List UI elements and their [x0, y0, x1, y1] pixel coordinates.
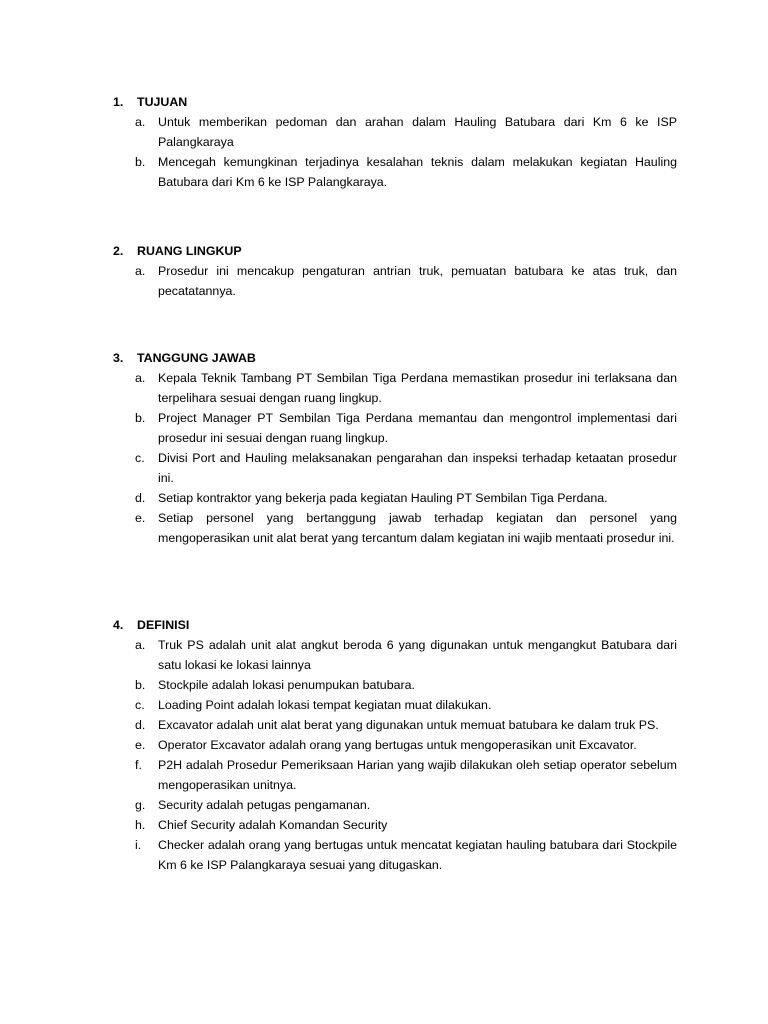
- item-letter: a.: [135, 638, 146, 652]
- list-item: [135, 448, 677, 488]
- item-letter: b.: [135, 155, 146, 169]
- item-letter: i.: [135, 838, 142, 852]
- section-title: TUJUAN: [137, 95, 188, 109]
- section-title: DEFINISI: [137, 618, 190, 632]
- item-letter: e.: [135, 511, 146, 525]
- list-item: [135, 735, 677, 755]
- section-items: [113, 261, 677, 301]
- section-items: [113, 112, 677, 192]
- item-text: Mencegah kemungkinan terjadinya kesalahan teknis dalam melakukan kegiatan Hauling Batubara dari Km 6 ke ISP Palangkaraya.: [158, 155, 677, 189]
- item-letter: c.: [135, 451, 145, 465]
- section-heading: [113, 92, 677, 112]
- list-item: [135, 835, 677, 875]
- item-text: Excavator adalah unit alat berat yang digunakan untuk memuat batubara ke dalam truk PS.: [158, 718, 659, 732]
- item-text: Loading Point adalah lokasi tempat kegiatan muat dilakukan.: [158, 698, 492, 712]
- item-letter: a.: [135, 115, 146, 129]
- item-letter: d.: [135, 491, 146, 505]
- list-item: [135, 261, 677, 301]
- section-tujuan: [113, 92, 677, 192]
- section-number: 4.: [113, 618, 124, 632]
- item-text: P2H adalah Prosedur Pemeriksaan Harian yang wajib dilakukan oleh setiap operator sebelum mengoperasikan unitnya.: [158, 758, 677, 792]
- item-letter: e.: [135, 738, 146, 752]
- list-item: [135, 675, 677, 695]
- section-title: TANGGUNG JAWAB: [137, 351, 256, 365]
- list-item: [135, 715, 677, 735]
- item-text: Kepala Teknik Tambang PT Sembilan Tiga Perdana memastikan prosedur ini terlaksana dan terpelihara sesuai dengan ruang lingkup.: [158, 371, 677, 405]
- item-letter: b.: [135, 678, 146, 692]
- item-letter: d.: [135, 718, 146, 732]
- list-item: [135, 755, 677, 795]
- item-text: Checker adalah orang yang bertugas untuk mencatat kegiatan hauling batubara dari Stockpile Km 6 ke ISP Palangkaraya sesuai yang ditugaskan.: [158, 838, 677, 872]
- section-tanggung-jawab: [113, 348, 677, 548]
- section-definisi: [113, 615, 677, 875]
- item-text: Divisi Port and Hauling melaksanakan pengarahan dan inspeksi terhadap ketaatan prosedur ini.: [158, 451, 677, 485]
- list-item: [135, 408, 677, 448]
- list-item: [135, 815, 677, 835]
- section-number: 1.: [113, 95, 124, 109]
- list-item: [135, 368, 677, 408]
- list-item: [135, 695, 677, 715]
- item-letter: g.: [135, 798, 146, 812]
- item-text: Untuk memberikan pedoman dan arahan dalam Hauling Batubara dari Km 6 ke ISP Palangkaraya: [158, 115, 677, 149]
- section-title: RUANG LINGKUP: [137, 244, 242, 258]
- list-item: [135, 635, 677, 675]
- item-letter: h.: [135, 818, 146, 832]
- item-letter: c.: [135, 698, 145, 712]
- section-ruang-lingkup: [113, 241, 677, 301]
- section-heading: [113, 241, 677, 261]
- list-item: [135, 112, 677, 152]
- item-text: Operator Excavator adalah orang yang bertugas untuk mengoperasikan unit Excavator.: [158, 738, 637, 752]
- section-items: [113, 368, 677, 548]
- item-text: Stockpile adalah lokasi penumpukan batubara.: [158, 678, 415, 692]
- list-item: [135, 152, 677, 192]
- item-text: Prosedur ini mencakup pengaturan antrian truk, pemuatan batubara ke atas truk, dan pecatatannya.: [158, 264, 677, 298]
- item-text: Setiap personel yang bertanggung jawab terhadap kegiatan dan personel yang mengoperasikan unit alat berat yang tercantum dalam kegiatan ini wajib mentaati prosedur ini.: [158, 511, 677, 545]
- section-number: 2.: [113, 244, 124, 258]
- section-heading: [113, 615, 677, 635]
- item-letter: a.: [135, 371, 146, 385]
- list-item: [135, 795, 677, 815]
- section-heading: [113, 348, 677, 368]
- item-letter: f.: [135, 758, 142, 772]
- item-text: Truk PS adalah unit alat angkut beroda 6 yang digunakan untuk mengangkut Batubara dari satu lokasi ke lokasi lainnya: [158, 638, 677, 672]
- section-number: 3.: [113, 351, 124, 365]
- list-item: [135, 488, 677, 508]
- item-letter: a.: [135, 264, 146, 278]
- item-text: Security adalah petugas pengamanan.: [158, 798, 371, 812]
- item-text: Project Manager PT Sembilan Tiga Perdana memantau dan mengontrol implementasi dari prosedur ini sesuai dengan ruang lingkup.: [158, 411, 677, 445]
- item-letter: b.: [135, 411, 146, 425]
- list-item: [135, 508, 677, 548]
- section-items: [113, 635, 677, 875]
- item-text: Setiap kontraktor yang bekerja pada kegiatan Hauling PT Sembilan Tiga Perdana.: [158, 491, 608, 505]
- item-text: Chief Security adalah Komandan Security: [158, 818, 388, 832]
